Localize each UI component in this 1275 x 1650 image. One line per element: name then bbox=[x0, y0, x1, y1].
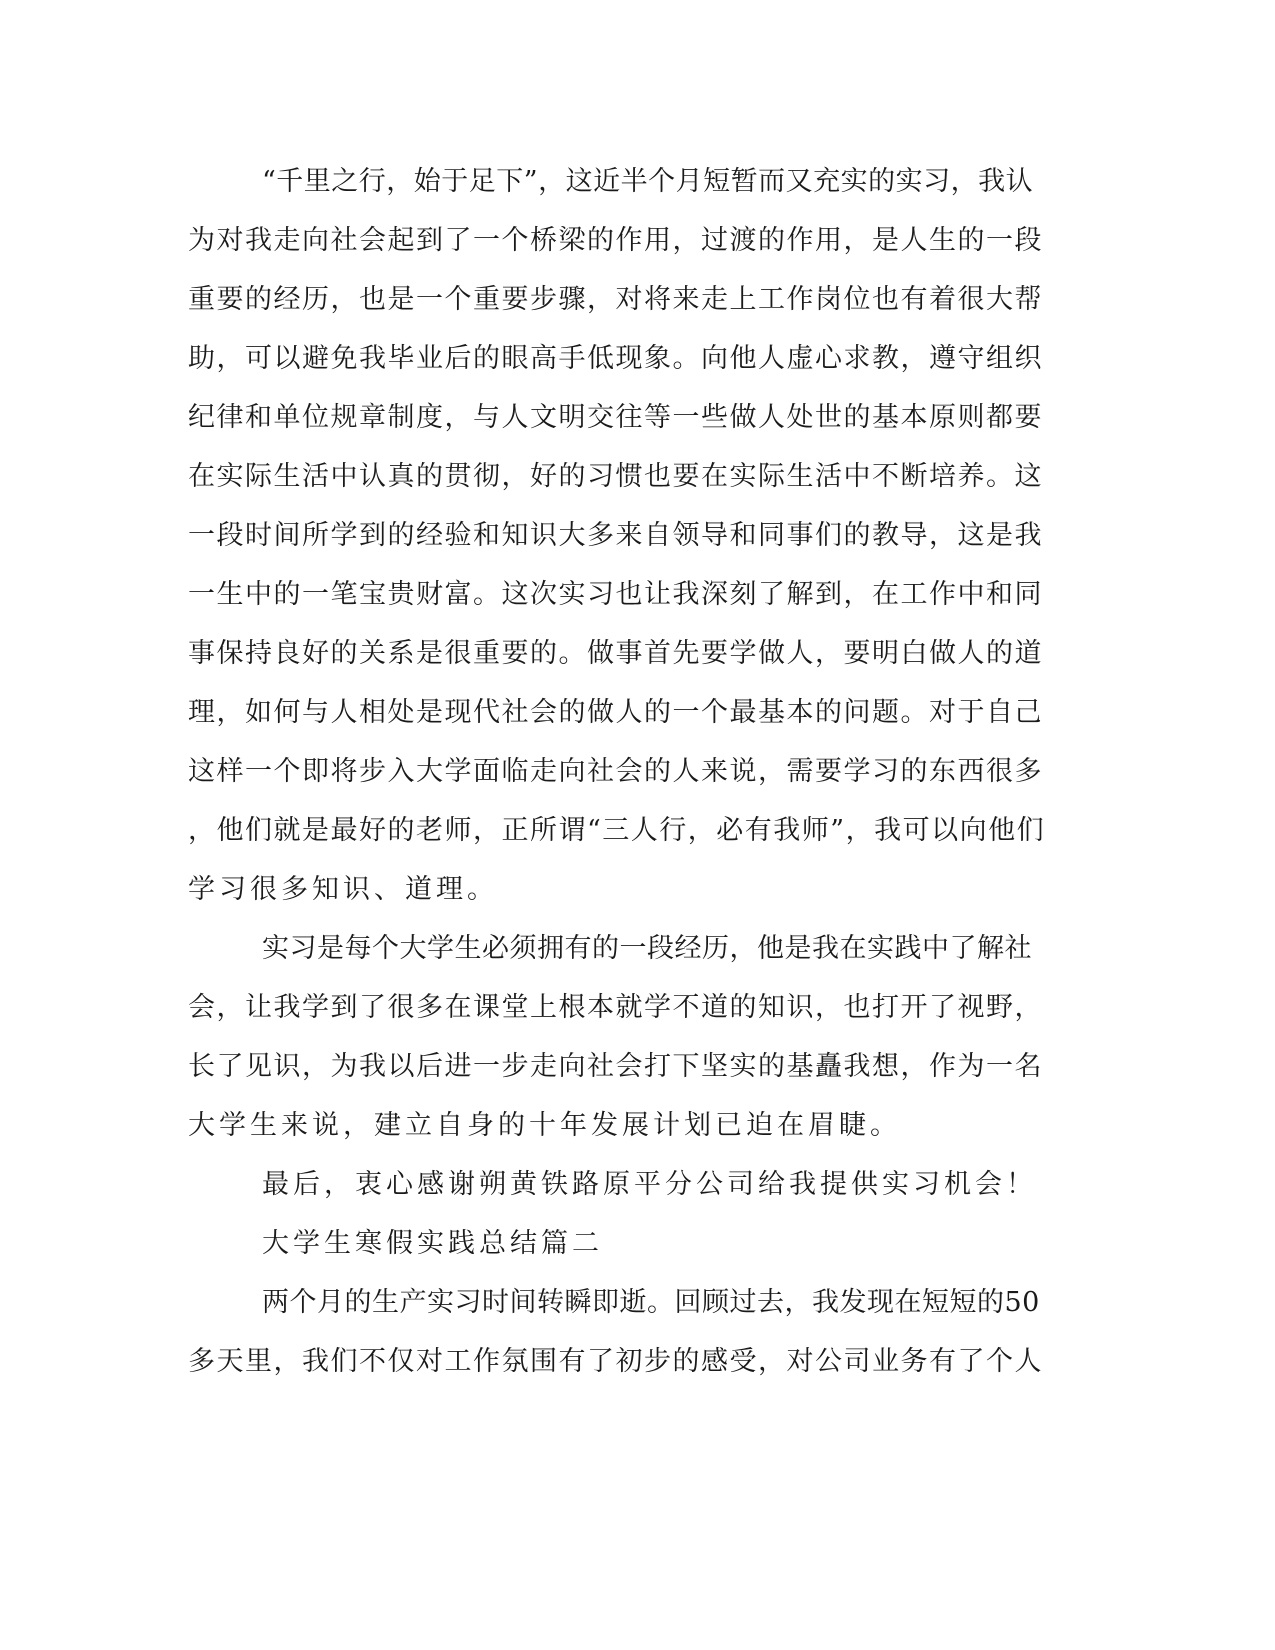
text-line: “千里之行，始于足下”，这近半个月短暂而又充实的实习，我认 bbox=[262, 166, 1034, 197]
text-line: 为对我走向社会起到了一个桥梁的作用，过渡的作用，是人生的一段 bbox=[188, 225, 1043, 256]
text-line: 学习很多知识、道理。 bbox=[188, 874, 498, 905]
text-line: 最后，衷心感谢朔黄铁路原平分公司给我提供实习机会！ bbox=[262, 1169, 1037, 1200]
text-line: 助，可以避免我毕业后的眼高手低现象。向他人虚心求教，遵守组织 bbox=[188, 343, 1043, 374]
text-line: 大学生来说，建立自身的十年发展计划已迫在眉睫。 bbox=[188, 1110, 901, 1141]
text-line: 多天里，我们不仅对工作氛围有了初步的感受，对公司业务有了个人 bbox=[188, 1346, 1043, 1377]
text-line: 长了见识，为我以后进一步走向社会打下坚实的基矗我想，作为一名 bbox=[188, 1051, 1043, 1082]
text-line: 一生中的一笔宝贵财富。这次实习也让我深刻了解到，在工作中和同 bbox=[188, 579, 1043, 610]
text-line: 重要的经历，也是一个重要步骤，对将来走上工作岗位也有着很大帮 bbox=[188, 284, 1043, 315]
text-line: 在实际生活中认真的贯彻，好的习惯也要在实际生活中不断培养。这 bbox=[188, 461, 1043, 492]
section-heading: 大学生寒假实践总结篇二 bbox=[262, 1228, 603, 1259]
text-line: 理，如何与人相处是现代社会的做人的一个最基本的问题。对于自己 bbox=[188, 697, 1043, 728]
text-line: 一段时间所学到的经验和知识大多来自领导和同事们的教导，这是我 bbox=[188, 520, 1043, 551]
text-line: ，他们就是最好的老师，正所谓“三人行，必有我师”，我可以向他们 bbox=[188, 815, 1046, 846]
text-line: 会，让我学到了很多在课堂上根本就学不道的知识，也打开了视野， bbox=[188, 992, 1043, 1023]
text-line: 事保持良好的关系是很重要的。做事首先要学做人，要明白做人的道 bbox=[188, 638, 1043, 669]
text-line: 两个月的生产实习时间转瞬即逝。回顾过去，我发现在短短的50 bbox=[262, 1287, 1040, 1318]
text-line: 纪律和单位规章制度，与人文明交往等一些做人处世的基本原则都要 bbox=[188, 402, 1043, 433]
text-line: 实习是每个大学生必须拥有的一段经历，他是我在实践中了解社 bbox=[262, 933, 1032, 964]
text-line: 这样一个即将步入大学面临走向社会的人来说，需要学习的东西很多 bbox=[188, 756, 1043, 787]
